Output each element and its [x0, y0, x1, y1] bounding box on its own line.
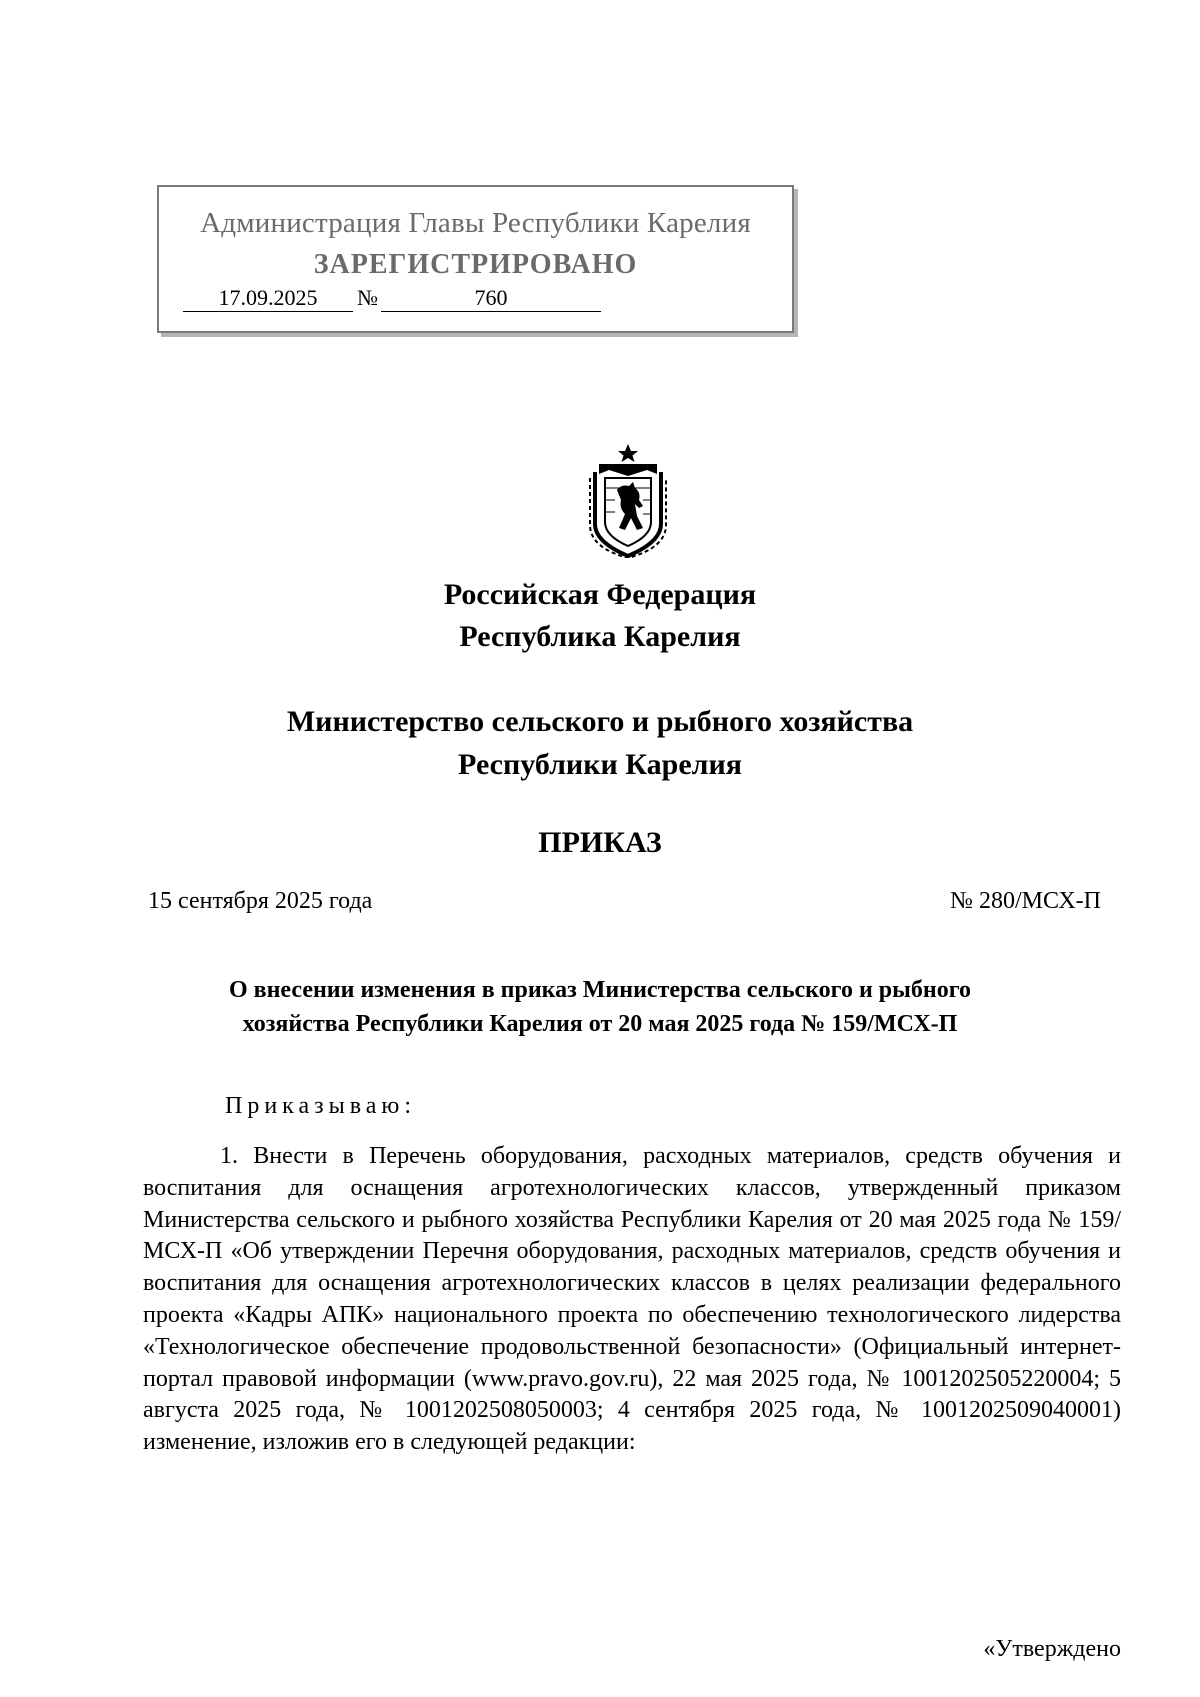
order-number: № 280/МСХ-П	[950, 888, 1101, 914]
header-republic: Республика Карелия	[459, 620, 741, 653]
approved-label: «Утверждено	[983, 1636, 1121, 1662]
order-subject	[150, 973, 1050, 1041]
stamp-date: 17.09.2025	[183, 285, 353, 312]
registration-stamp	[157, 185, 794, 333]
stamp-organization: Администрация Главы Республики Карелия	[200, 207, 751, 239]
header-ministry: Министерство сельского и рыбного хозяйства	[286, 705, 914, 738]
header-ministry-republic: Республики Карелия	[458, 748, 742, 781]
stamp-number-label: №	[357, 285, 378, 310]
document-type: ПРИКАЗ	[538, 826, 662, 859]
header-country: Российская Федерация	[443, 578, 757, 611]
prikazyvayu: Приказываю:	[225, 1093, 416, 1119]
karelia-coat-of-arms-icon	[585, 442, 671, 558]
subject-line-2: хозяйства Республики Карелия от 20 мая 2025 года № 159/МСХ-П	[242, 1011, 958, 1037]
stamp-status: ЗАРЕГИСТРИРОВАНО	[313, 249, 638, 280]
order-item-1: 1. Внести в Перечень оборудования, расходных материалов, средств обучения и воспитания для оснащения агротехнологических классов, утвержденный приказом Министерства сельского и рыбного хозяйства Республики Карелия от 20 мая 2025 года № 159/МСХ-П «Об утверждении Перечня оборудования, расходных материалов, средств обучения и воспитания для оснащения агротехнологических классов в целях реализации федерального проекта «Кадры АПК» национального проекта по обеспечению технологического лидерства «Технологическое обеспечение продовольственной безопасности» (Официальный интернет-портал правовой информации (www.pravo.gov.ru), 22 мая 2025 года, № 1001202505220004; 5 августа 2025 года, № 1001202508050003; 4 сентября 2025 года, № 1001202509040001) изменение, изложив его в следующей редакции:	[143, 1143, 1121, 1456]
stamp-number: 760	[381, 285, 601, 312]
order-date: 15 сентября 2025 года	[148, 888, 373, 914]
subject-line-1: О внесении изменения в приказ Министерства сельского и рыбного	[228, 977, 972, 1003]
